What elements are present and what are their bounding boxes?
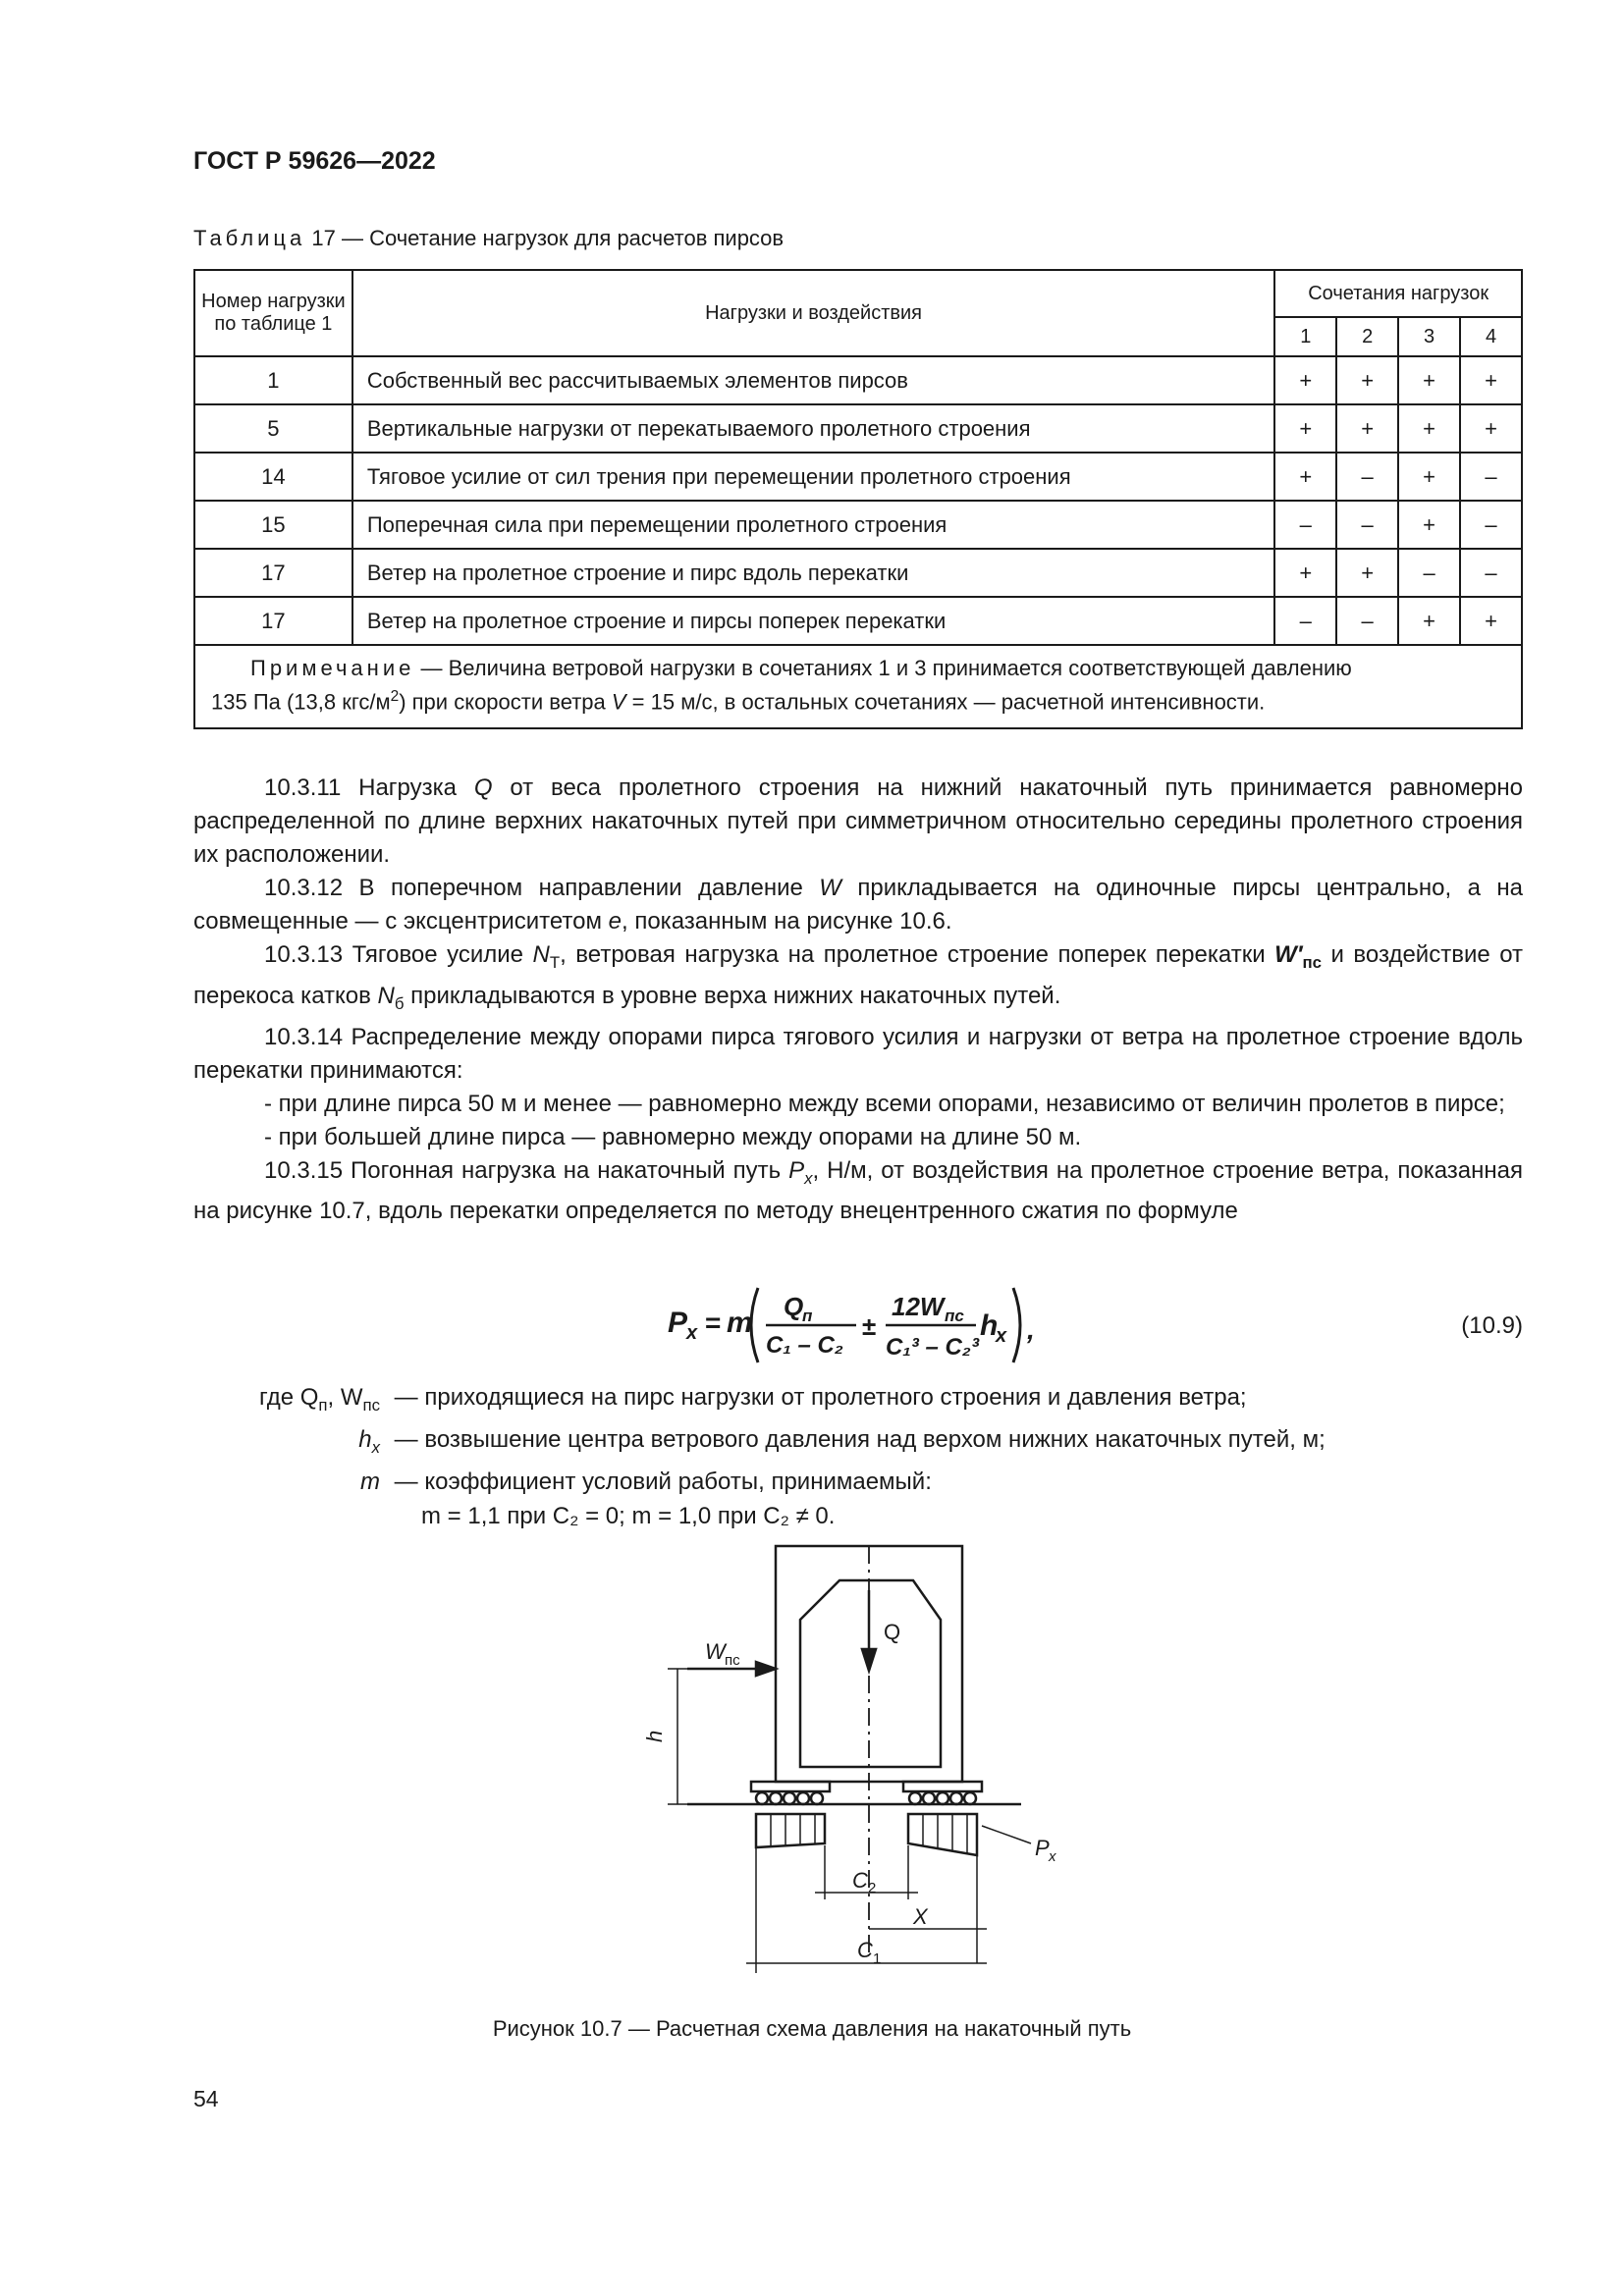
combination-number: 3: [1398, 317, 1460, 356]
combination-cell: –: [1336, 501, 1398, 549]
formula-num1: Q: [784, 1292, 804, 1321]
sub: x: [371, 1437, 380, 1457]
definitions: [193, 1380, 1326, 1533]
definition-row: [193, 1380, 1326, 1422]
definition-text: возвышение центра ветрового давления над верхом нижних накаточных путей, м;: [424, 1425, 1326, 1453]
note-sup: 2: [390, 688, 400, 705]
body-text: [193, 772, 1523, 1228]
text: от веса пролетного строения на нижний накаточный путь принимается равномерно распределенной по длине верхних накаточных путей при симметричном относительно середины пролетного строения их расположении.: [193, 774, 1523, 868]
key: где Q: [259, 1384, 319, 1411]
table-row: [194, 597, 1522, 645]
formula-num1-sub: п: [802, 1307, 813, 1325]
text: , показанным на рисунке 10.6.: [622, 908, 952, 934]
key: m: [360, 1468, 380, 1495]
list-item: - при длине пирса 50 м и менее — равномерно между всеми опорами, независимо от величин пролетов в пирсе;: [264, 1090, 1505, 1117]
table-caption: [193, 226, 784, 251]
label-c1: C: [857, 1938, 873, 1962]
paren-right: [1013, 1288, 1020, 1362]
combination-cell: –: [1336, 453, 1398, 501]
label-w-sub: пс: [725, 1652, 740, 1669]
note-line2c: = 15 м/с, в остальных сочетаниях — расчетной интенсивности.: [625, 689, 1266, 715]
load-description: Поперечная сила при перемещении пролетного строения: [352, 501, 1274, 549]
roller: [950, 1792, 962, 1804]
roller: [770, 1792, 782, 1804]
definition-key: [193, 1465, 388, 1499]
col-header-loads: Нагрузки и воздействия: [352, 270, 1274, 356]
combination-cell: +: [1336, 549, 1398, 597]
dash: —: [388, 1384, 425, 1411]
var-p: P: [788, 1156, 805, 1184]
note-line1: — Величина ветровой нагрузки в сочетаниях 1 и 3 принимается соответствующей давлению: [414, 656, 1352, 680]
definition-key: [193, 1422, 388, 1465]
standard-header: ГОСТ Р 59626—2022: [193, 147, 436, 175]
roller: [811, 1792, 823, 1804]
formula-num2: 12W: [892, 1292, 945, 1321]
label-h: h: [642, 1730, 667, 1742]
table-row: [194, 453, 1522, 501]
formula-10-9: [668, 1276, 1060, 1374]
span-section: [800, 1580, 941, 1767]
combination-cell: +: [1336, 404, 1398, 453]
combination-cell: +: [1398, 453, 1460, 501]
definition-text: коэффициент условий работы, принимаемый:: [424, 1468, 932, 1495]
key: , W: [327, 1384, 363, 1411]
q-arrow-head: [862, 1649, 876, 1671]
note-label: Примечание: [250, 656, 415, 680]
note-var: V: [611, 689, 626, 715]
combination-cell: –: [1274, 501, 1336, 549]
combination-number: 4: [1460, 317, 1522, 356]
right-upper-track: [903, 1782, 982, 1791]
label-w: W: [705, 1639, 726, 1664]
figure-caption: Рисунок 10.7 — Расчетная схема давления на накаточный путь: [492, 2016, 1132, 2041]
note-line2a: 135 Па (13,8 кгс/м: [211, 689, 391, 715]
label-x: X: [913, 1904, 928, 1929]
label-c1-sub: 1: [873, 1950, 882, 1967]
load-number: 17: [194, 597, 352, 645]
combination-cell: +: [1398, 501, 1460, 549]
combination-number: 1: [1274, 317, 1336, 356]
load-number: 1: [194, 356, 352, 404]
combination-cell: –: [1274, 597, 1336, 645]
loads-combination-table: [193, 269, 1523, 729]
roller: [784, 1792, 795, 1804]
combination-cell: +: [1398, 404, 1460, 453]
label-px: P: [1035, 1836, 1050, 1860]
table-row: [194, 549, 1522, 597]
table-row: [194, 404, 1522, 453]
w-arrow-head: [756, 1662, 776, 1676]
text: , ветровая нагрузка на пролетное строение поперек перекатки: [560, 941, 1275, 968]
load-description: Тяговое усилие от сил трения при перемещении пролетного строения: [352, 453, 1274, 501]
combination-cell: +: [1274, 404, 1336, 453]
figure-10-7: [628, 1531, 1080, 2002]
combination-cell: +: [1274, 549, 1336, 597]
equation-number: (10.9): [1461, 1312, 1523, 1339]
combination-cell: +: [1460, 356, 1522, 404]
text: 10.3.12 В поперечном направлении давление: [264, 875, 820, 901]
text: 10.3.13 Тяговое усилие: [264, 941, 533, 968]
text: прикладывается на одиночные пирсы центрально, а на совмещенные — с эксцентриситетом: [193, 875, 1524, 934]
label-c2: C: [852, 1868, 868, 1893]
formula-hx-sub: x: [996, 1325, 1007, 1347]
sub: пс: [1302, 952, 1323, 972]
combination-cell: +: [1398, 597, 1460, 645]
sub: б: [394, 993, 405, 1013]
roller: [797, 1792, 809, 1804]
var-w-prime: W′: [1274, 941, 1303, 968]
paragraph-10-3-12: [193, 872, 1523, 938]
var-n: N: [532, 941, 550, 968]
col-header-number: Номер нагрузки по таблице 1: [194, 270, 352, 356]
combination-cell: –: [1460, 549, 1522, 597]
table-note: [194, 645, 1522, 728]
combination-cell: –: [1460, 453, 1522, 501]
load-number: 5: [194, 404, 352, 453]
px-leader: [982, 1826, 1031, 1843]
text: , Н/м, от воздействия на пролетное строение ветра, показанная на рисунке 10.7, вдоль перекатки определяется по методу внецентренного сжатия по формуле: [193, 1156, 1523, 1225]
formula-hx: h: [980, 1309, 999, 1342]
page-number: 54: [193, 2086, 219, 2111]
sub: пс: [362, 1395, 380, 1415]
combination-cell: +: [1398, 356, 1460, 404]
definition-key: [193, 1380, 388, 1422]
formula-lhs: P: [668, 1307, 688, 1339]
combination-cell: –: [1460, 501, 1522, 549]
dash: —: [388, 1425, 425, 1453]
var-q: Q: [473, 774, 493, 801]
dash: —: [388, 1468, 425, 1495]
paragraph-10-3-15: [193, 1154, 1523, 1229]
load-description: Собственный вес рассчитываемых элементов пирсов: [352, 356, 1274, 404]
combination-cell: +: [1460, 597, 1522, 645]
sub: x: [804, 1168, 813, 1188]
definition-text: приходящиеся на пирс нагрузки от пролетного строения и давления ветра;: [424, 1384, 1247, 1411]
text: прикладываются в уровне верха нижних накаточных путей.: [404, 982, 1061, 1009]
load-number: 17: [194, 549, 352, 597]
key: h: [358, 1425, 372, 1453]
formula-eq: =: [705, 1308, 722, 1338]
col-header-combinations: Сочетания нагрузок: [1274, 270, 1522, 317]
text: 10.3.11 Нагрузка: [264, 774, 474, 801]
roller: [909, 1792, 921, 1804]
load-description: Ветер на пролетное строение и пирс вдоль перекатки: [352, 549, 1274, 597]
list-item: - при большей длине пирса — равномерно между опорами на длине 50 м.: [264, 1123, 1082, 1150]
paragraph-10-3-13: [193, 938, 1523, 1021]
load-description: Вертикальные нагрузки от перекатываемого пролетного строения: [352, 404, 1274, 453]
load-number: 15: [194, 501, 352, 549]
formula-den1: C₁ – C₂: [766, 1332, 843, 1359]
left-upper-track: [751, 1782, 830, 1791]
load-description: Ветер на пролетное строение и пирсы поперек перекатки: [352, 597, 1274, 645]
combination-cell: +: [1274, 453, 1336, 501]
table-row: [194, 356, 1522, 404]
formula-lhs-sub: x: [686, 1322, 698, 1344]
paragraph-10-3-11: [193, 772, 1523, 872]
combination-cell: +: [1460, 404, 1522, 453]
definition-row: [193, 1465, 1326, 1499]
m-values: m = 1,1 при C₂ = 0; m = 1,0 при C₂ ≠ 0.: [421, 1502, 836, 1529]
combination-cell: +: [1336, 356, 1398, 404]
roller: [964, 1792, 976, 1804]
formula-den2: C₁³ – C₂³: [886, 1334, 979, 1361]
sub: T: [549, 952, 561, 972]
combination-cell: –: [1336, 597, 1398, 645]
definition-row: [193, 1422, 1326, 1465]
roller: [937, 1792, 948, 1804]
paragraph-10-3-14: 10.3.14 Распределение между опорами пирса тягового усилия и нагрузки от ветра на пролетное строение вдоль перекатки принимаются:: [193, 1023, 1523, 1084]
var-w: W: [819, 875, 841, 901]
label-c2-sub: 2: [868, 1880, 877, 1896]
var-e: e: [608, 908, 622, 934]
table-row: [194, 501, 1522, 549]
combination-number: 2: [1336, 317, 1398, 356]
text: 10.3.15 Погонная нагрузка на накаточный путь: [264, 1156, 789, 1184]
formula-pm: ±: [862, 1311, 877, 1341]
text: и воздействие от перекоса катков: [193, 941, 1524, 1009]
formula-m: m: [727, 1307, 753, 1339]
combination-cell: –: [1398, 549, 1460, 597]
var-n: N: [377, 982, 395, 1009]
formula-num2-sub: пс: [945, 1307, 964, 1325]
table-caption-text: 17 — Сочетание нагрузок для расчетов пирсов: [305, 226, 785, 250]
combination-cell: +: [1274, 356, 1336, 404]
sub: п: [318, 1395, 328, 1415]
paren-left: [751, 1288, 758, 1362]
table-caption-prefix: Таблица: [193, 226, 306, 250]
label-px-sub: x: [1049, 1848, 1056, 1865]
load-number: 14: [194, 453, 352, 501]
label-q: Q: [884, 1620, 901, 1644]
roller: [923, 1792, 935, 1804]
roller: [756, 1792, 768, 1804]
formula-comma: ,: [1027, 1314, 1035, 1345]
note-line2b: ) при скорости ветра: [399, 689, 612, 715]
